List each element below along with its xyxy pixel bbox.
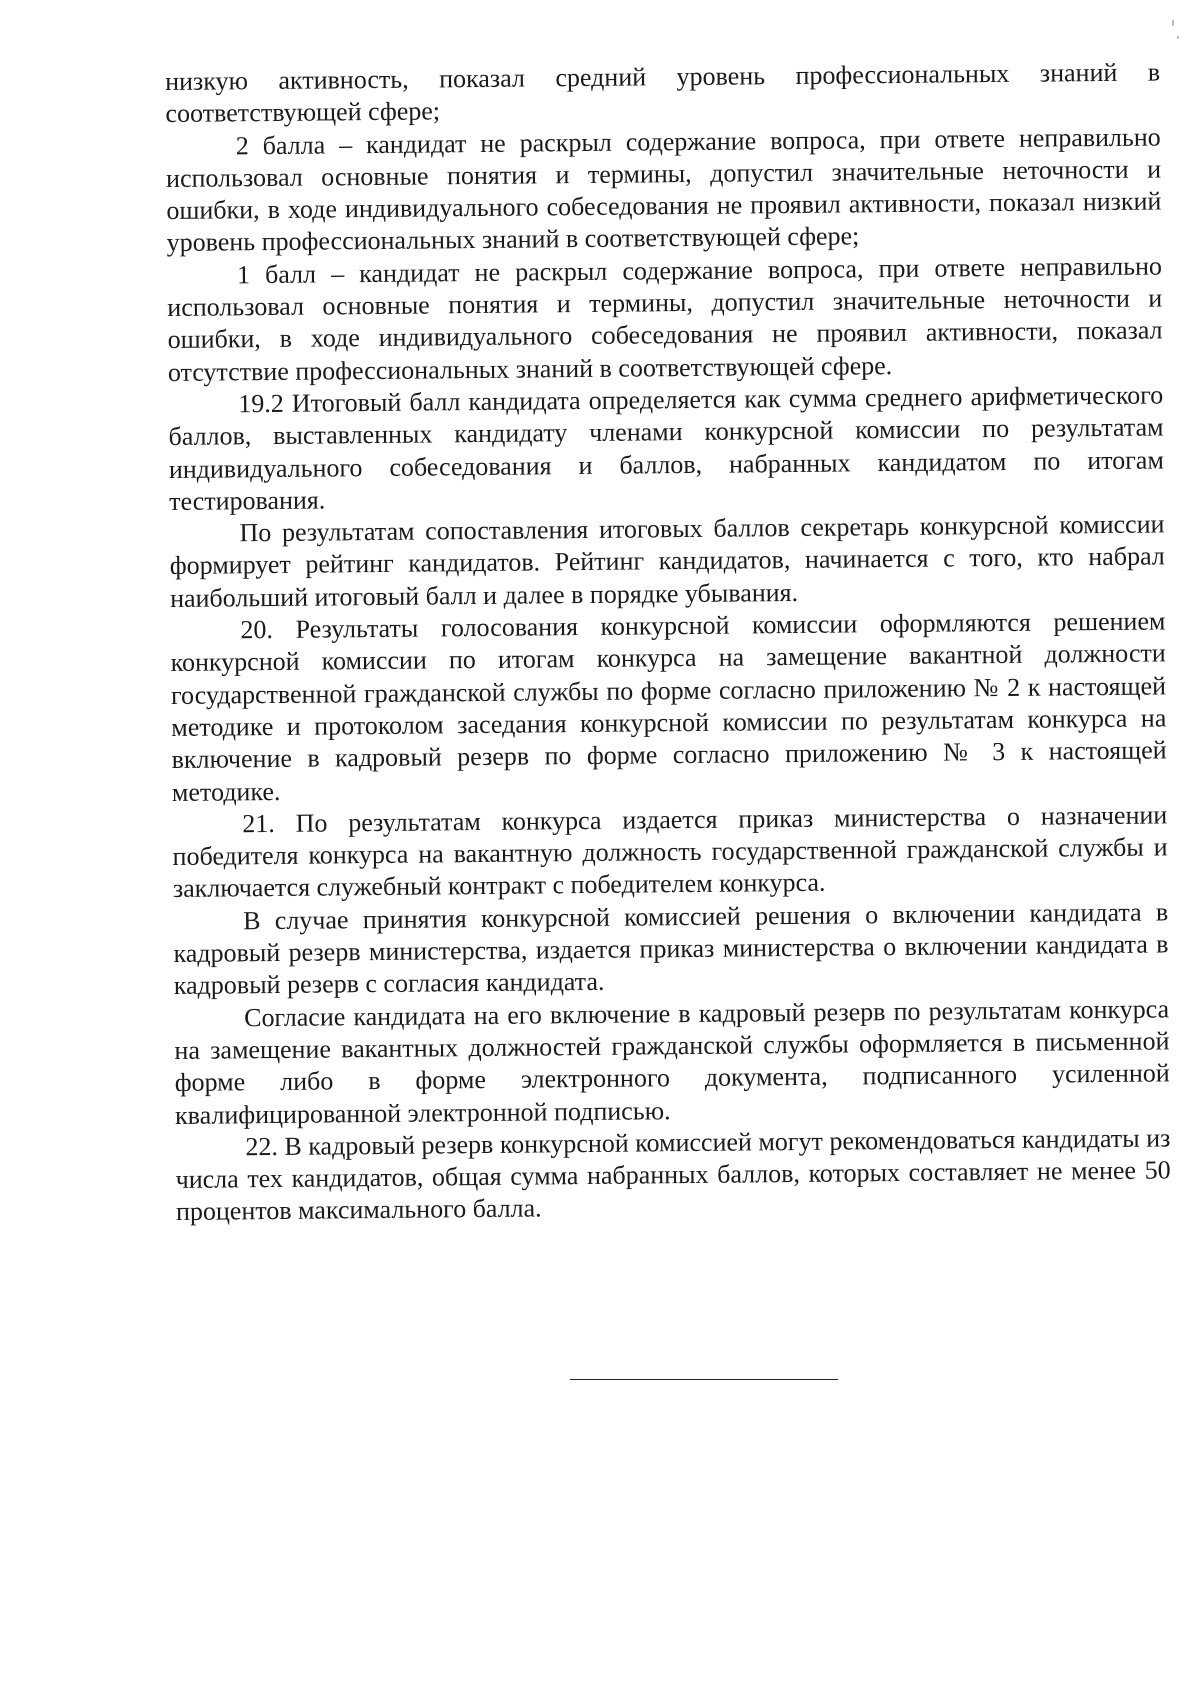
paragraph-2-points: 2 балла – кандидат не раскрыл содержание вопроса, при ответе неправильно использовал основные понятия и термины, допустил значительные неточности и ошибки, в ходе индивидуального собеседования не проявил активности, показал низкий уровень профессиональных знаний в соответствующей сфере; (165, 122, 1162, 258)
document-body (165, 56, 1171, 1228)
scan-speck (1172, 20, 1174, 26)
end-divider-line (570, 1379, 838, 1380)
paragraph-continuation: низкую активность, показал средний уровень профессиональных знаний в соответствующей сфере; (165, 57, 1161, 129)
paragraph-19-2: 19.2 Итоговый балл кандидата определяется как сумма среднего арифметического баллов, выставленных кандидату членами конкурсной комиссии по результатам индивидуального собеседования и баллов, набранных кандидатом по итогам тестирования. (168, 380, 1164, 516)
scan-speck (1177, 36, 1179, 39)
paragraph-21: 21. По результатам конкурса издается приказ министерства о назначении победителя конкурса на вакантную должность государственной гражданской службы и заключается служебный контракт с победителем конкурса. (172, 800, 1168, 904)
paragraph-consent: Согласие кандидата на его включение в кадровый резерв по результатам конкурса на замещение вакантных должностей гражданской службы оформляется в письменной форме либо в форме электронного документа, подписанного усиленной квалифицированной электронной подписью. (174, 994, 1170, 1130)
paragraph-1-point: 1 балл – кандидат не раскрыл содержание вопроса, при ответе неправильно использовал основные понятия и термины, допустил значительные неточности и ошибки, в ходе индивидуального собеседования не проявил активности, показал отсутствие профессиональных знаний в соответствующей сфере. (167, 251, 1163, 387)
paragraph-20: 20. Результаты голосования конкурсной комиссии оформляются решением конкурсной комиссии по итогам конкурса на замещение вакантной должности государственной гражданской службы по форме согласно приложению № 2 к настоящей методике и протоколом заседания конкурсной комиссии по результатам конкурса на включение в кадровый резерв по форме согласно приложению № 3 к настоящей методике. (170, 606, 1167, 807)
paragraph-reserve-order: В случае принятия конкурсной комиссией решения о включении кандидата в кадровый резерв министерства, издается приказ министерства о включении кандидата в кадровый резерв с согласия кандидата. (173, 897, 1169, 1001)
paragraph-22: 22. В кадровый резерв конкурсной комиссией могут рекомендоваться кандидаты из числа тех кандидатов, общая сумма набранных баллов, которых составляет не менее 50 процентов максимального балла. (175, 1123, 1171, 1227)
paragraph-rating: По результатам сопоставления итоговых баллов секретарь конкурсной комиссии формирует рейтинг кандидатов. Рейтинг кандидатов, начинается с того, кто набрал наибольший итоговый балл и далее в порядке убывания. (169, 509, 1165, 613)
